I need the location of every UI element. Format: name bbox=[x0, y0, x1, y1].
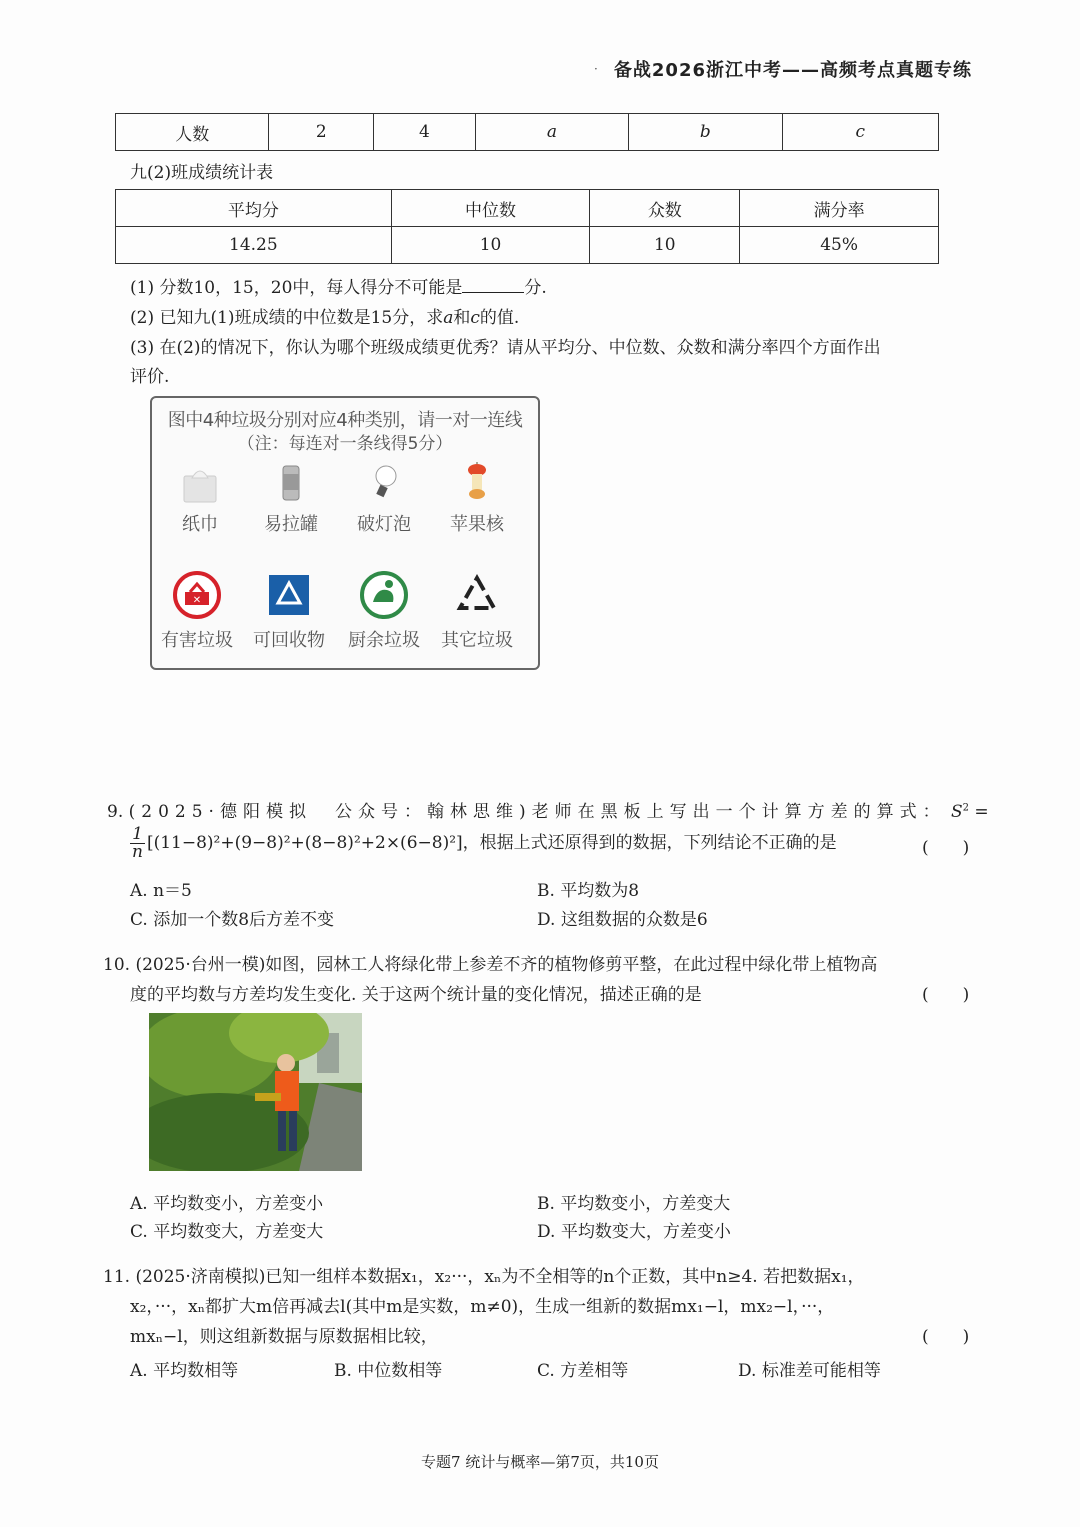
bin-recyclable: 可回收物 bbox=[244, 570, 334, 652]
table-cell: 10 bbox=[391, 227, 590, 264]
table-cell: 4 bbox=[374, 114, 476, 151]
table-cell: 14.25 bbox=[116, 227, 392, 264]
question-number: 11. bbox=[103, 1267, 131, 1287]
score-count-table bbox=[115, 113, 939, 151]
can-icon bbox=[271, 462, 311, 504]
q9-line1: 9. (2025·德阳模拟 公众号：翰林思维)老师在黑板上写出一个计算方差的算式： $S^2$ = bbox=[107, 802, 989, 822]
waste-figure-title: 图中4种垃圾分别对应4种类别，请一对一连线 bbox=[167, 410, 523, 431]
bin-hazardous: ✕ 有害垃圾 bbox=[152, 570, 242, 652]
q9-option-b[interactable]: B. 平均数为8 bbox=[537, 881, 640, 901]
table-row bbox=[116, 114, 939, 151]
q8-part1: (1) 分数10，15，20中，每人得分不可能是 分. bbox=[130, 278, 547, 298]
bulb-icon bbox=[364, 462, 404, 504]
table-cell: c bbox=[782, 114, 938, 151]
question-number: 10. bbox=[103, 955, 131, 975]
q10-option-a[interactable]: A. 平均数变小，方差变小 bbox=[130, 1194, 324, 1214]
gardener-trimming-photo bbox=[149, 1013, 362, 1171]
q11-line3: mxₙ−l，则这组新数据与原数据相比较， bbox=[130, 1327, 438, 1347]
q8-part3-line2: 评价. bbox=[130, 367, 170, 387]
bin-kitchen: 厨余垃圾 bbox=[339, 570, 429, 652]
table-header-cell: 满分率 bbox=[740, 190, 939, 227]
table-row bbox=[116, 227, 939, 264]
table-header-cell: 众数 bbox=[590, 190, 740, 227]
q10-option-d[interactable]: D. 平均数变大，方差变小 bbox=[537, 1222, 731, 1242]
waste-item-bulb: 破灯泡 bbox=[339, 462, 429, 536]
q11-option-c[interactable]: C. 方差相等 bbox=[537, 1361, 629, 1381]
table-header-cell: 中位数 bbox=[391, 190, 590, 227]
tissue-icon bbox=[180, 462, 220, 504]
q11-answer-paren[interactable]: ( ) bbox=[922, 1327, 970, 1347]
answer-blank[interactable] bbox=[462, 278, 524, 293]
q11-line1: 11. (2025·济南模拟)已知一组样本数据x₁，x₂···，xₙ为不全相等的n个正数，其中n≥4. 若把数据x₁， bbox=[103, 1267, 865, 1287]
q11-option-a[interactable]: A. 平均数相等 bbox=[130, 1361, 239, 1381]
hazardous-waste-icon bbox=[172, 570, 222, 620]
q10-line2: 度的平均数与方差均发生变化. 关于这两个统计量的变化情况，描述正确的是 bbox=[130, 985, 702, 1005]
q10-option-b[interactable]: B. 平均数变小，方差变大 bbox=[537, 1194, 731, 1214]
table-header-cell: 平均分 bbox=[116, 190, 392, 227]
recyclable-icon bbox=[264, 570, 314, 620]
fraction: $\frac{1}{n}$ bbox=[132, 824, 143, 862]
page-footer: 专题7 统计与概率—第7页，共10页 bbox=[421, 1453, 659, 1471]
svg-text:✕: ✕ bbox=[192, 595, 202, 606]
q11-option-b[interactable]: B. 中位数相等 bbox=[334, 1361, 443, 1381]
q8-part2: (2) 已知九(1)班成绩的中位数是15分，求a和c的值. bbox=[130, 308, 520, 328]
waste-item-apple-core: 苹果核 bbox=[432, 462, 522, 536]
q9-option-d[interactable]: D. 这组数据的众数是6 bbox=[537, 910, 708, 930]
q9-answer-paren[interactable]: ( ) bbox=[922, 838, 970, 858]
class-stats-table bbox=[115, 189, 939, 264]
table-cell: 2 bbox=[269, 114, 374, 151]
waste-figure-note: （注：每连对一条线得5分） bbox=[237, 434, 453, 454]
table-cell: 人数 bbox=[116, 114, 269, 151]
header-dot: · bbox=[594, 62, 598, 76]
q11-option-d[interactable]: D. 标准差可能相等 bbox=[738, 1361, 881, 1381]
waste-sorting-figure bbox=[150, 396, 540, 670]
table-cell: a bbox=[475, 114, 628, 151]
waste-item-tissue: 纸巾 bbox=[155, 462, 245, 536]
table-cell: 10 bbox=[590, 227, 740, 264]
q10-answer-paren[interactable]: ( ) bbox=[922, 985, 970, 1005]
waste-item-can: 易拉罐 bbox=[246, 462, 336, 536]
question-number: 9. bbox=[107, 802, 124, 822]
table-cell: b bbox=[629, 114, 782, 151]
table-row bbox=[116, 190, 939, 227]
q8-part3-line1: (3) 在(2)的情况下，你认为哪个班级成绩更优秀？请从平均分、中位数、众数和满分率四个方面作出 bbox=[130, 338, 881, 358]
q10-line1: 10. (2025·台州一模)如图，园林工人将绿化带上参差不齐的植物修剪平整，在此过程中绿化带上植物高 bbox=[103, 955, 878, 975]
q10-option-c[interactable]: C. 平均数变大，方差变大 bbox=[130, 1222, 324, 1242]
page-header-title: 备战2026浙江中考——高频考点真题专练 bbox=[613, 60, 972, 81]
bin-other: 其它垃圾 bbox=[432, 570, 522, 652]
other-waste-recycle-icon bbox=[452, 570, 502, 620]
kitchen-waste-icon bbox=[359, 570, 409, 620]
apple-core-icon bbox=[457, 462, 497, 504]
table-caption: 九(2)班成绩统计表 bbox=[130, 163, 274, 183]
q11-line2: x₂，···，xₙ都扩大m倍再减去l(其中m是实数，m≠0)，生成一组新的数据mx₁−l，mx₂−l，···， bbox=[130, 1297, 835, 1317]
q9-line2: $\frac{1}{n}$ [(11−8)²+(9−8)²+(8−8)²+2×(6−8)²]，根据上式还原得到的数据，下列结论不正确的是 bbox=[132, 824, 837, 862]
q9-option-c[interactable]: C. 添加一个数8后方差不变 bbox=[130, 910, 335, 930]
q9-option-a[interactable]: A. n＝5 bbox=[130, 881, 192, 901]
table-cell: 45% bbox=[740, 227, 939, 264]
